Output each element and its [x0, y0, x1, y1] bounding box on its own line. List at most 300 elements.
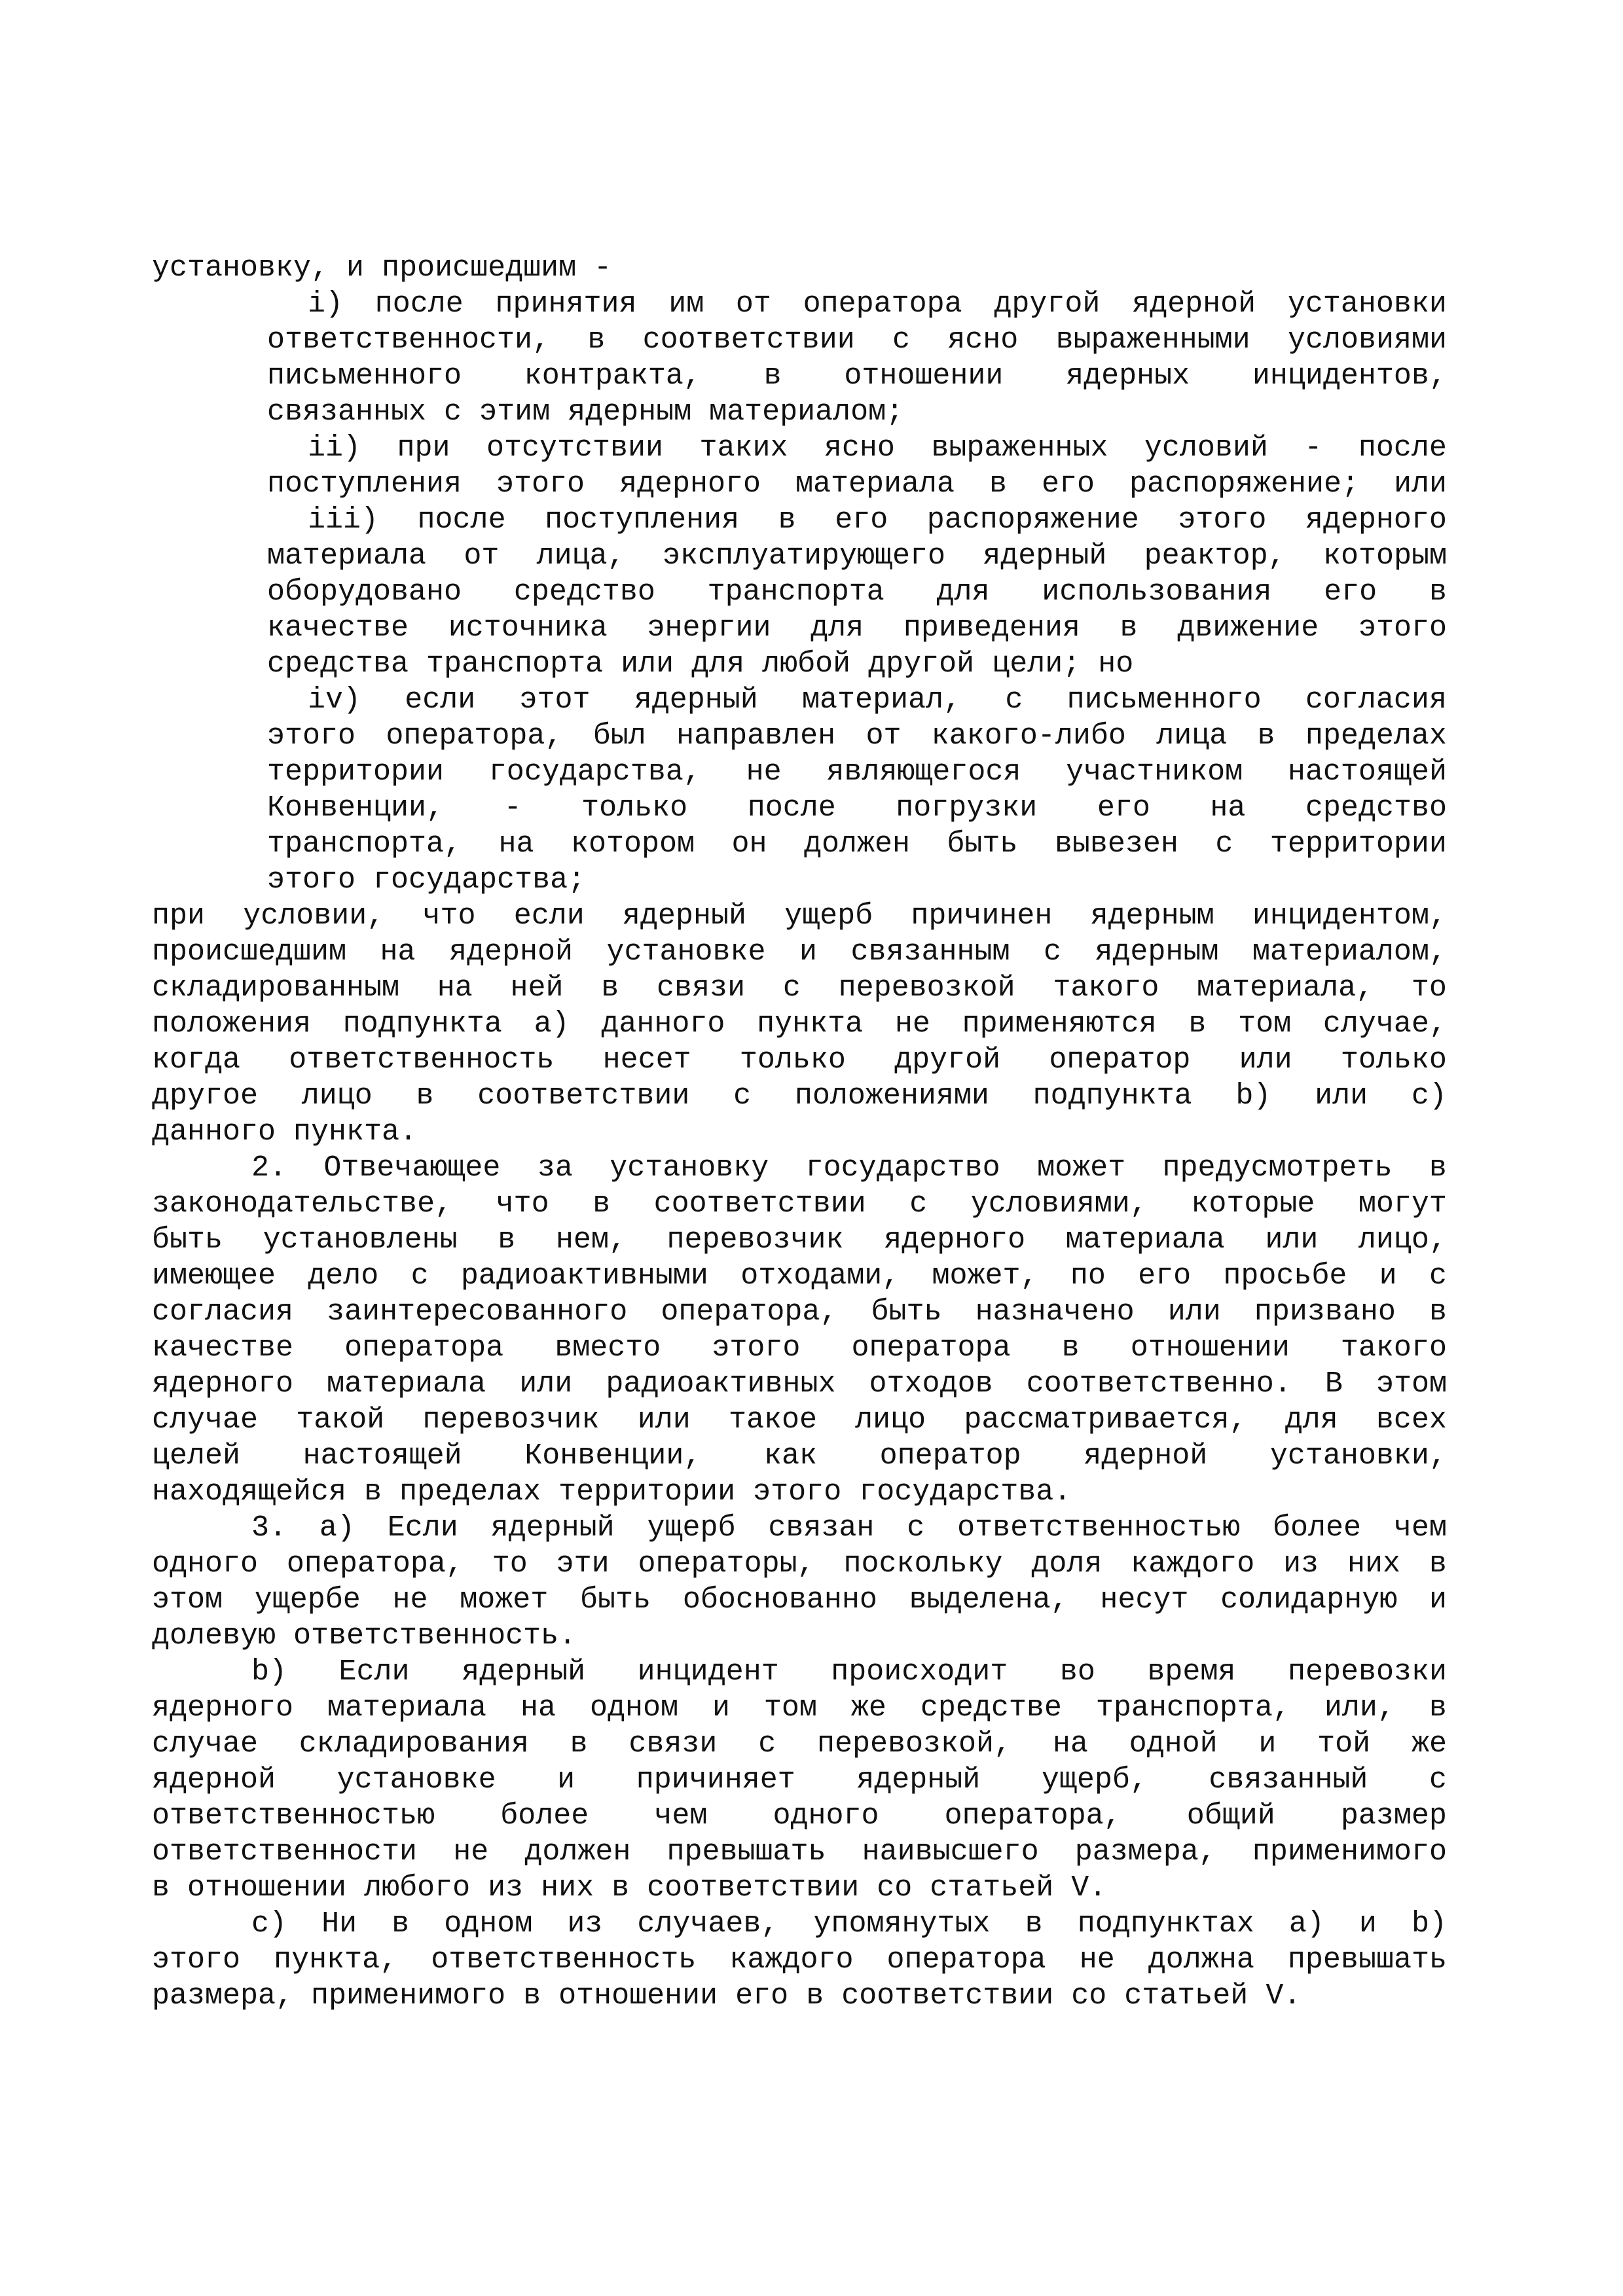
text-line — [308, 502, 1447, 539]
word: подпунктах — [1077, 1907, 1254, 1941]
word: материала — [327, 1367, 486, 1401]
word: находящейся — [152, 1475, 347, 1509]
word: ущерб — [647, 1511, 736, 1545]
word: выраженными — [1055, 323, 1250, 357]
word: же — [850, 1691, 886, 1725]
word: пункта, — [274, 1943, 398, 1977]
word: транспорта — [426, 647, 604, 681]
word: не — [392, 1583, 428, 1617]
word: его — [835, 503, 888, 537]
word: отношении — [844, 359, 1004, 393]
text-line — [267, 394, 1447, 431]
word: чем — [654, 1799, 708, 1833]
word: призвано — [1254, 1295, 1396, 1329]
word: Если — [338, 1655, 410, 1689]
word: вместо — [555, 1331, 661, 1365]
word: каждого — [1131, 1547, 1255, 1581]
text-line — [267, 538, 1447, 575]
word: лицо — [855, 1403, 926, 1437]
word: b) — [1411, 1907, 1447, 1941]
word: складированным — [152, 971, 400, 1005]
text-line — [152, 1366, 1447, 1403]
word: законодательстве, — [152, 1187, 453, 1221]
word: или — [637, 1403, 691, 1437]
word: должна — [1148, 1943, 1254, 1977]
word: размера, — [1074, 1835, 1216, 1869]
word: его — [1041, 467, 1095, 501]
word: перевозкой — [838, 971, 1015, 1005]
text-line — [152, 1294, 1447, 1331]
word: материала, — [1197, 971, 1374, 1005]
word: том — [763, 1691, 817, 1725]
word: когда — [152, 1043, 241, 1077]
word: складирования — [299, 1727, 529, 1761]
word: установки, — [1269, 1439, 1447, 1473]
word: может — [1037, 1151, 1126, 1185]
word: в — [1429, 575, 1447, 609]
word: связанный — [1209, 1763, 1368, 1797]
word: превышать — [666, 1835, 826, 1869]
word: средства — [267, 647, 409, 681]
word: ii) — [308, 431, 361, 465]
word: просьбе — [1223, 1259, 1347, 1293]
word: пункта — [757, 1007, 864, 1041]
word: которым — [1322, 539, 1447, 573]
word: более — [1273, 1511, 1362, 1545]
word: в — [523, 1979, 541, 2013]
word: средстве — [920, 1691, 1062, 1725]
text-line — [152, 898, 1447, 935]
text-line — [152, 250, 1447, 287]
word: в — [1429, 1691, 1447, 1725]
word: средство — [1305, 791, 1447, 825]
word: общий — [1186, 1799, 1275, 1833]
word: ответственностью — [152, 1799, 435, 1833]
word: этого — [753, 1475, 842, 1509]
word: ясно — [824, 431, 895, 465]
text-line — [152, 1078, 1447, 1115]
word: с — [1005, 683, 1023, 717]
word: во — [1059, 1655, 1095, 1689]
word: размер — [1340, 1799, 1447, 1833]
word: в — [1120, 611, 1138, 645]
word: оператор — [1049, 1043, 1191, 1077]
word: условиями, — [970, 1187, 1148, 1221]
text-line — [308, 682, 1447, 719]
text-line — [152, 1762, 1447, 1799]
word: b) — [1235, 1079, 1271, 1113]
word: при — [397, 431, 450, 465]
word: после — [747, 791, 836, 825]
word: ответственности — [152, 1835, 418, 1869]
word: применимого — [311, 1979, 506, 2013]
word: его — [1097, 791, 1150, 825]
word: долевую — [152, 1619, 276, 1653]
text-line — [152, 1978, 1447, 2015]
word: оператора — [344, 1331, 504, 1365]
word: территории — [558, 1475, 736, 1509]
word: Конвенции, — [524, 1439, 702, 1473]
text-line — [308, 286, 1447, 323]
word: но — [1098, 647, 1134, 681]
word: что — [496, 1187, 549, 1221]
word: движение — [1177, 611, 1319, 645]
word: с — [1429, 1259, 1447, 1293]
word: в — [416, 1079, 434, 1113]
word: - — [594, 251, 612, 285]
word: ущерб — [784, 899, 873, 933]
word: в — [611, 1871, 630, 1905]
word: от — [866, 719, 902, 753]
word: условии, — [243, 899, 385, 933]
word: ядерного — [1305, 503, 1447, 537]
word: его — [1324, 575, 1377, 609]
word: для — [811, 611, 864, 645]
word: которые — [1191, 1187, 1315, 1221]
word: несет — [602, 1043, 691, 1077]
word: этого — [267, 863, 356, 897]
word: связанных — [267, 395, 427, 429]
word: пределах — [399, 1475, 541, 1509]
text-line — [152, 1402, 1447, 1439]
text-line — [152, 934, 1447, 971]
word: вывезен — [1054, 827, 1178, 861]
word: в — [1429, 1295, 1447, 1329]
word: с — [909, 1187, 928, 1221]
word: быть — [871, 1295, 942, 1329]
word: или — [621, 647, 674, 681]
word: оператора, — [386, 719, 563, 753]
word: использования — [1042, 575, 1272, 609]
word: в — [601, 971, 619, 1005]
word: этого — [496, 467, 585, 501]
word: перевозчик — [422, 1403, 600, 1437]
word: или — [1265, 1223, 1319, 1257]
word: Отвечающее — [323, 1151, 501, 1185]
text-line — [267, 718, 1447, 755]
text-line — [251, 1906, 1447, 1943]
word: соответствии — [642, 323, 855, 357]
word: цели; — [992, 647, 1081, 681]
word: другое — [152, 1079, 259, 1113]
word: ядерных — [1066, 359, 1190, 393]
word: отношении — [187, 1871, 347, 1905]
word: для — [936, 575, 990, 609]
word: по — [1070, 1259, 1106, 1293]
word: в — [778, 503, 796, 537]
word: материала — [1065, 1223, 1225, 1257]
text-line — [152, 1438, 1447, 1475]
word: только — [581, 791, 688, 825]
word: после — [374, 287, 464, 321]
word: эти — [556, 1547, 610, 1581]
word: письменного — [1067, 683, 1262, 717]
word: ядерного — [884, 1223, 1026, 1257]
word: ядерным — [1090, 899, 1214, 933]
word: энергии — [647, 611, 771, 645]
text-line — [267, 466, 1447, 503]
word: iii) — [308, 503, 379, 537]
word: радиоактивных — [606, 1367, 836, 1401]
word: лицо, — [1358, 1223, 1447, 1257]
word: соответствии — [477, 1079, 690, 1113]
word: материалом; — [709, 395, 904, 429]
word: если — [513, 899, 585, 933]
word: с — [1429, 1763, 1447, 1797]
word: a) — [1288, 1907, 1324, 1941]
word: связанным — [850, 935, 1010, 969]
word: ядерной — [1132, 287, 1256, 321]
word: то — [492, 1547, 528, 1581]
word: эксплуатирующего — [662, 539, 946, 573]
word: установки — [1287, 287, 1447, 321]
word: установлены — [263, 1223, 458, 1257]
word: или — [1393, 467, 1447, 501]
word: в — [1429, 1151, 1447, 1185]
word: том — [1238, 1007, 1292, 1041]
word: оператор — [879, 1439, 1021, 1473]
word: другой — [868, 647, 975, 681]
word: источника — [448, 611, 608, 645]
text-line — [152, 1474, 1447, 1511]
word: не — [894, 1007, 930, 1041]
word: случае, — [1322, 1007, 1447, 1041]
word: не — [746, 755, 782, 789]
word: не — [1079, 1943, 1115, 1977]
word: в — [570, 1727, 588, 1761]
word: ядерный — [462, 1655, 586, 1689]
word: доля — [1031, 1547, 1103, 1581]
word: размера, — [152, 1979, 294, 2013]
word: из — [567, 1907, 603, 1941]
word: предусмотреть — [1162, 1151, 1393, 1185]
word: a) — [534, 1007, 570, 1041]
text-line — [152, 1006, 1447, 1043]
word: только — [1340, 1043, 1447, 1077]
word: в — [364, 1475, 382, 1509]
word: каждого — [729, 1943, 854, 1977]
word: или — [1167, 1295, 1221, 1329]
word: материала — [267, 539, 427, 573]
word: имеющее — [152, 1259, 276, 1293]
word: упомянутых — [813, 1907, 991, 1941]
word: условиями — [1287, 323, 1447, 357]
word: качестве — [152, 1331, 294, 1365]
word: после — [417, 503, 506, 537]
word: соответствии — [841, 1979, 1054, 2013]
word: на — [520, 1691, 556, 1725]
word: настоящей — [1287, 755, 1447, 789]
word: другой — [894, 1043, 1001, 1077]
word: a) — [319, 1511, 355, 1545]
text-line — [267, 862, 1447, 899]
word: могут — [1358, 1187, 1447, 1221]
word: за — [537, 1151, 573, 1185]
text-line — [152, 1582, 1447, 1619]
word: и — [1258, 1727, 1277, 1761]
word: оператора — [886, 1943, 1046, 1977]
text-line — [152, 970, 1447, 1007]
word: Конвенции, — [267, 791, 445, 825]
word: лицо — [301, 1079, 373, 1113]
word: одного — [152, 1547, 259, 1581]
word: на — [498, 827, 534, 861]
word: его — [735, 1979, 789, 2013]
word: Ни — [321, 1907, 357, 1941]
word: распоряжение — [926, 503, 1139, 537]
word: в — [1429, 1547, 1447, 1581]
word: c) — [251, 1907, 287, 1941]
word: распоряжение; — [1129, 467, 1359, 501]
word: и — [1379, 1259, 1397, 1293]
word: инцидентов, — [1252, 359, 1447, 393]
word: из — [488, 1871, 524, 1905]
word: средство — [513, 575, 655, 609]
word: контракта, — [524, 359, 701, 393]
word: этим — [479, 395, 551, 429]
word: согласия — [1305, 683, 1447, 717]
word: в — [1061, 1331, 1080, 1365]
word: оператора — [851, 1331, 1011, 1365]
word: применяются — [962, 1007, 1157, 1041]
word: них — [541, 1871, 594, 1905]
text-line — [267, 826, 1447, 863]
word: или, — [1324, 1691, 1395, 1725]
word: 2. — [251, 1151, 287, 1185]
word: отходов — [869, 1367, 993, 1401]
word: и — [1359, 1907, 1377, 1941]
word: выраженных — [931, 431, 1108, 465]
word: являющегося — [826, 755, 1021, 789]
text-line — [152, 1114, 1447, 1151]
word: ядерный — [622, 899, 746, 933]
word: или — [1315, 1079, 1368, 1113]
text-line — [251, 1654, 1447, 1691]
word: ядерным — [568, 395, 692, 429]
word: операторы, — [638, 1547, 815, 1581]
word: в — [989, 467, 1008, 501]
word: случаев, — [637, 1907, 779, 1941]
word: наивысшего — [862, 1835, 1039, 1869]
word: ядерным — [1095, 935, 1219, 969]
text-line — [152, 1942, 1447, 1979]
word: на — [1052, 1727, 1088, 1761]
word: в — [1188, 1007, 1207, 1041]
word: и — [1429, 1583, 1447, 1617]
word: выделена, — [909, 1583, 1068, 1617]
word: этого — [267, 719, 356, 753]
word: транспорта, — [267, 827, 462, 861]
word: установку, — [152, 251, 329, 285]
word: быть — [152, 1223, 223, 1257]
word: такой — [296, 1403, 385, 1437]
text-line — [152, 1618, 1447, 1655]
text-line — [267, 358, 1447, 395]
word: направлен — [676, 719, 836, 753]
word: подпункта — [1032, 1079, 1192, 1113]
word: быть — [580, 1583, 651, 1617]
word: транспорта, — [1095, 1691, 1290, 1725]
word: оператора, — [944, 1799, 1122, 1833]
word: b) — [251, 1655, 287, 1689]
word: письменного — [267, 359, 462, 393]
word: как — [763, 1439, 817, 1473]
word: перевозки — [1287, 1655, 1447, 1689]
text-line — [308, 430, 1447, 467]
word: принятия — [495, 287, 637, 321]
word: материалом, — [1252, 935, 1447, 969]
word: назначено — [975, 1295, 1135, 1329]
word: материал, — [802, 683, 962, 717]
word: из — [1283, 1547, 1319, 1581]
word: связан — [768, 1511, 875, 1545]
word: соответственно. — [1026, 1367, 1292, 1401]
word: Если — [387, 1511, 458, 1545]
word: ядерный — [634, 683, 758, 717]
word: оборудовано — [267, 575, 462, 609]
word: статьей — [1124, 1979, 1249, 2013]
word: ответственность. — [293, 1619, 577, 1653]
word: ядерной — [448, 935, 574, 969]
word: V. — [1266, 1979, 1302, 2013]
word: какого-либо — [931, 719, 1126, 753]
word: другой — [994, 287, 1101, 321]
text-line — [267, 646, 1447, 683]
word: ядерный — [490, 1511, 615, 1545]
word: может — [460, 1583, 549, 1617]
word: и — [712, 1691, 730, 1725]
word: соответствии — [647, 1871, 860, 1905]
word: этот — [519, 683, 591, 717]
word: В — [1324, 1367, 1343, 1401]
word: настоящей — [302, 1439, 462, 1473]
word: материала — [795, 467, 955, 501]
word: условий — [1144, 431, 1268, 465]
word: время — [1147, 1655, 1236, 1689]
word: случае — [152, 1727, 259, 1761]
word: или — [519, 1367, 573, 1401]
word: государства, — [488, 755, 701, 789]
word: дело — [308, 1259, 379, 1293]
word: ответственность — [289, 1043, 555, 1077]
word: соответствии — [653, 1187, 866, 1221]
word: с — [758, 1727, 776, 1761]
word: реактор, — [1144, 539, 1286, 573]
word: ядерный — [856, 1763, 981, 1797]
word: со — [877, 1871, 913, 1905]
word: этого — [1358, 611, 1447, 645]
word: обоснованно — [682, 1583, 877, 1617]
text-line — [251, 1510, 1447, 1547]
word: одного — [773, 1799, 879, 1833]
word: одном — [589, 1691, 678, 1725]
word: территории — [267, 755, 445, 789]
word: ядерного — [619, 467, 761, 501]
word: при — [152, 899, 206, 933]
word: только — [739, 1043, 846, 1077]
word: одном — [444, 1907, 533, 1941]
word: солидарную — [1220, 1583, 1398, 1617]
word: случае — [152, 1403, 259, 1437]
text-line — [267, 790, 1447, 827]
word: транспорта — [707, 575, 884, 609]
word: государства; — [373, 863, 586, 897]
word: в — [1257, 719, 1275, 753]
word: лица, — [536, 539, 625, 573]
word: и — [799, 935, 817, 969]
word: инцидент — [637, 1655, 779, 1689]
word: со — [1071, 1979, 1107, 2013]
